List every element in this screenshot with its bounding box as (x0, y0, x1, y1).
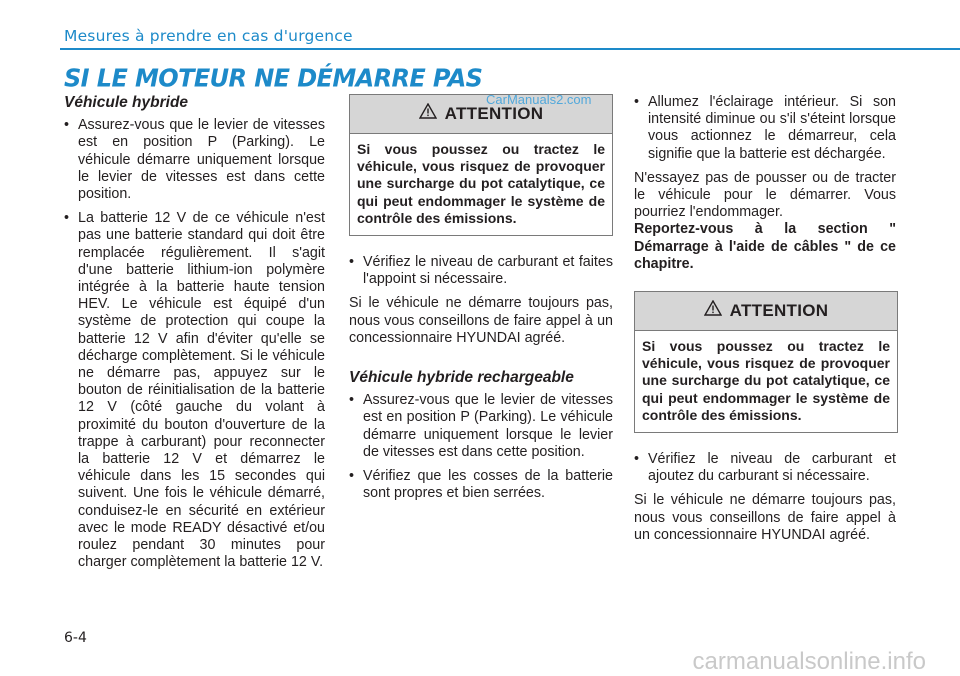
section-header: Mesures à prendre en cas d'urgence (64, 27, 353, 45)
page-title: SI LE MOTEUR NE DÉMARRE PAS (64, 63, 483, 93)
column-1 (64, 94, 325, 578)
bullet-list-hybrid (64, 117, 325, 571)
list-item: • Assurez-vous que le levier de vitesses est en position P (Parking). Le véhicule démarre uniquement lorsque le levier de vitesses est dans cette position. (64, 117, 325, 203)
column-2 (349, 94, 613, 509)
warning-triangle-icon (419, 103, 437, 124)
paragraph-dealer: Si le véhicule ne démarre toujours pas, nous vous conseillons de faire appel à un concessionnaire HYUNDAI agréé. (349, 295, 613, 346)
bullet-list-fuel (634, 451, 896, 485)
column-3 (634, 94, 896, 552)
warning-label: ATTENTION (444, 104, 544, 124)
watermark-top: CarManuals2.com (486, 92, 592, 107)
list-item: • La batterie 12 V de ce véhicule n'est pas une batterie standard qui doit être remplacée régulièrement. Il s'agit d'une batterie lithium-ion polymère intégrée à la batterie haute tension HEV. Le véhicule est équipé d'un système de protection qui coupe la batterie 12 V afin d'éviter qu'elle se décharge complètement. Si le véhicule ne démarre pas, appuyez sur le bouton de réinitialisation de la batterie 12 V (côté gauche du volant à proximité du bouton d'ouverture de la trappe à carburant) pour reconnecter la batterie 12 V et démarrez le véhicule dans les 15 secondes qui suivent. Une fois le véhicule démarré, conduisez-le en sécurité en extérieur avec le mode READY désactivé et/ou roulez pendant 30 minutes pour charger complètement la batterie 12 V. (64, 210, 325, 571)
warning-text: Si vous poussez ou tractez le véhicule, vous risquez de provoquer une surcharge du pot catalytique, ce qui peut endommager le système de contrôle des émissions. (642, 338, 890, 423)
warning-text: Si vous poussez ou tractez le véhicule, vous risquez de provoquer une surcharge du pot catalytique, ce qui peut endommager le système de contrôle des émissions. (357, 141, 605, 226)
list-item: • Allumez l'éclairage intérieur. Si son intensité diminue ou s'il s'éteint lorsque vous actionnez le démarreur, cela signifie que la batterie est déchargée. (634, 94, 896, 163)
paragraph-dealer: Si le véhicule ne démarre toujours pas, nous vous conseillons de faire appel à un concessionnaire HYUNDAI agréé. (634, 492, 896, 543)
paragraph-no-push: N'essayez pas de pousser ou de tracter le véhicule pour le démarrer. Vous pourriez l'endommager. (634, 169, 896, 221)
subheading-plugin-hybrid: Véhicule hybride rechargeable (349, 369, 574, 387)
warning-label: ATTENTION (729, 301, 829, 321)
list-item: • Assurez-vous que le levier de vitesses est en position P (Parking). Le véhicule démarre uniquement lorsque le levier de vitesses est dans cette position. (349, 392, 613, 461)
warning-box (349, 94, 613, 236)
warning-box (634, 291, 898, 433)
warning-header (635, 292, 897, 331)
bullet-list-plugin (349, 392, 613, 502)
bullet-list-light (634, 94, 896, 163)
paragraph-reference: Reportez-vous à la section " Démarrage à l'aide de câbles " de ce chapitre. (634, 221, 896, 272)
warning-triangle-icon (704, 300, 722, 321)
list-item: • Vérifiez que les cosses de la batterie sont propres et bien serrées. (349, 468, 613, 502)
header-rule (60, 48, 960, 50)
subheading-hybrid: Véhicule hybride (64, 94, 189, 111)
watermark-bottom: carmanualsonline.info (692, 648, 926, 675)
list-item: • Vérifiez le niveau de carburant et ajoutez du carburant si nécessaire. (634, 451, 896, 485)
bullet-list-fuel (349, 254, 613, 288)
page-number: 6-4 (64, 630, 87, 646)
list-item: • Vérifiez le niveau de carburant et faites l'appoint si nécessaire. (349, 254, 613, 288)
